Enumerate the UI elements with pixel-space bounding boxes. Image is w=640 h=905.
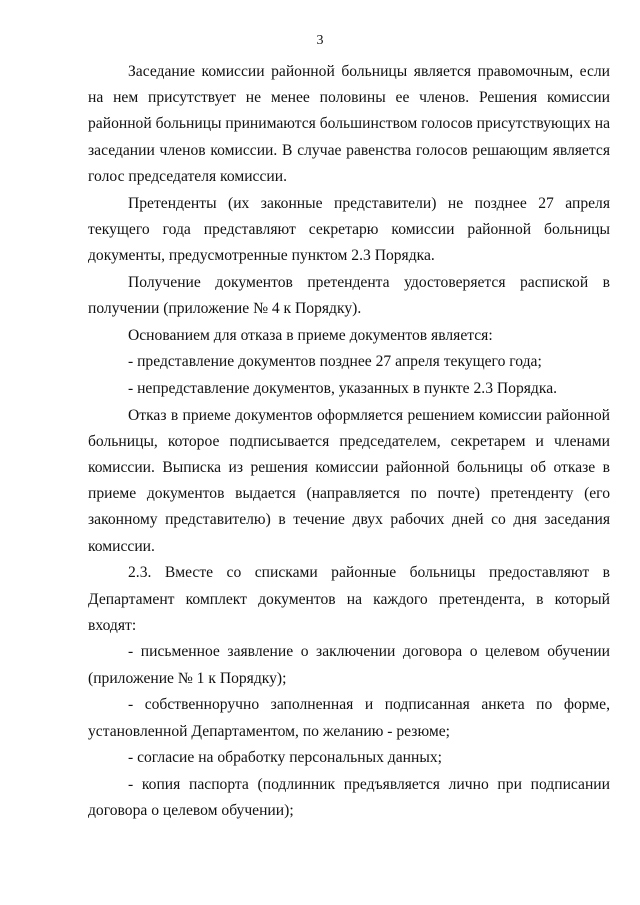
paragraph-refusal-grounds: Основанием для отказа в приеме документов является: (128, 326, 493, 344)
paragraph-receipt-confirmation: Получение документов претендента удостоверяется распиской в получении (приложение № 4 к Порядку). (88, 273, 610, 317)
document-body (88, 59, 610, 825)
paragraph-refusal-decision: Отказ в приеме документов оформляется решением комиссии районной больницы, которое подписывается председателем, секретарем и членами комиссии. Выписка из решения комиссии районной больницы об отказе в приеме документов выдается (направляется по почте) претенденту (его законному представителю) в течение двух рабочих дней со дня заседания комиссии. (88, 406, 610, 555)
list-item-late-submission: - представление документов позднее 27 апреля текущего года; (128, 353, 542, 371)
paragraph-section-2-3: 2.3. Вместе со списками районные больницы предоставляют в Департамент комплект документов на каждого претендента, в который входят: (88, 564, 610, 634)
list-item-questionnaire: - собственноручно заполненная и подписанная анкета по форме, установленной Департаментом, по желанию - резюме; (88, 696, 610, 740)
list-item-written-application: - письменное заявление о заключении договора о целевом обучении (приложение № 1 к Порядку); (88, 643, 610, 687)
list-item-missing-documents: - непредставление документов, указанных в пункте 2.3 Порядка. (128, 379, 558, 397)
list-item-passport-copy: - копия паспорта (подлинник предъявляется лично при подписании договора о целевом обучении); (88, 775, 610, 820)
paragraph-applicants-submission: Претенденты (их законные представители) не позднее 27 апреля текущего года представляют секретарю комиссии районной больницы документы, предусмотренные пунктом 2.3 Порядка. (88, 194, 610, 264)
list-item-data-consent: - согласие на обработку персональных данных; (128, 749, 442, 767)
paragraph-commission-quorum: Заседание комиссии районной больницы является правомочным, если на нем присутствует не менее половины ее членов. Решения комиссии районной больницы принимаются большинством голосов присутствующих на заседании членов комиссии. В случае равенства голосов решающим является голос председателя комиссии. (88, 63, 610, 185)
page-number: 3 (316, 33, 324, 48)
